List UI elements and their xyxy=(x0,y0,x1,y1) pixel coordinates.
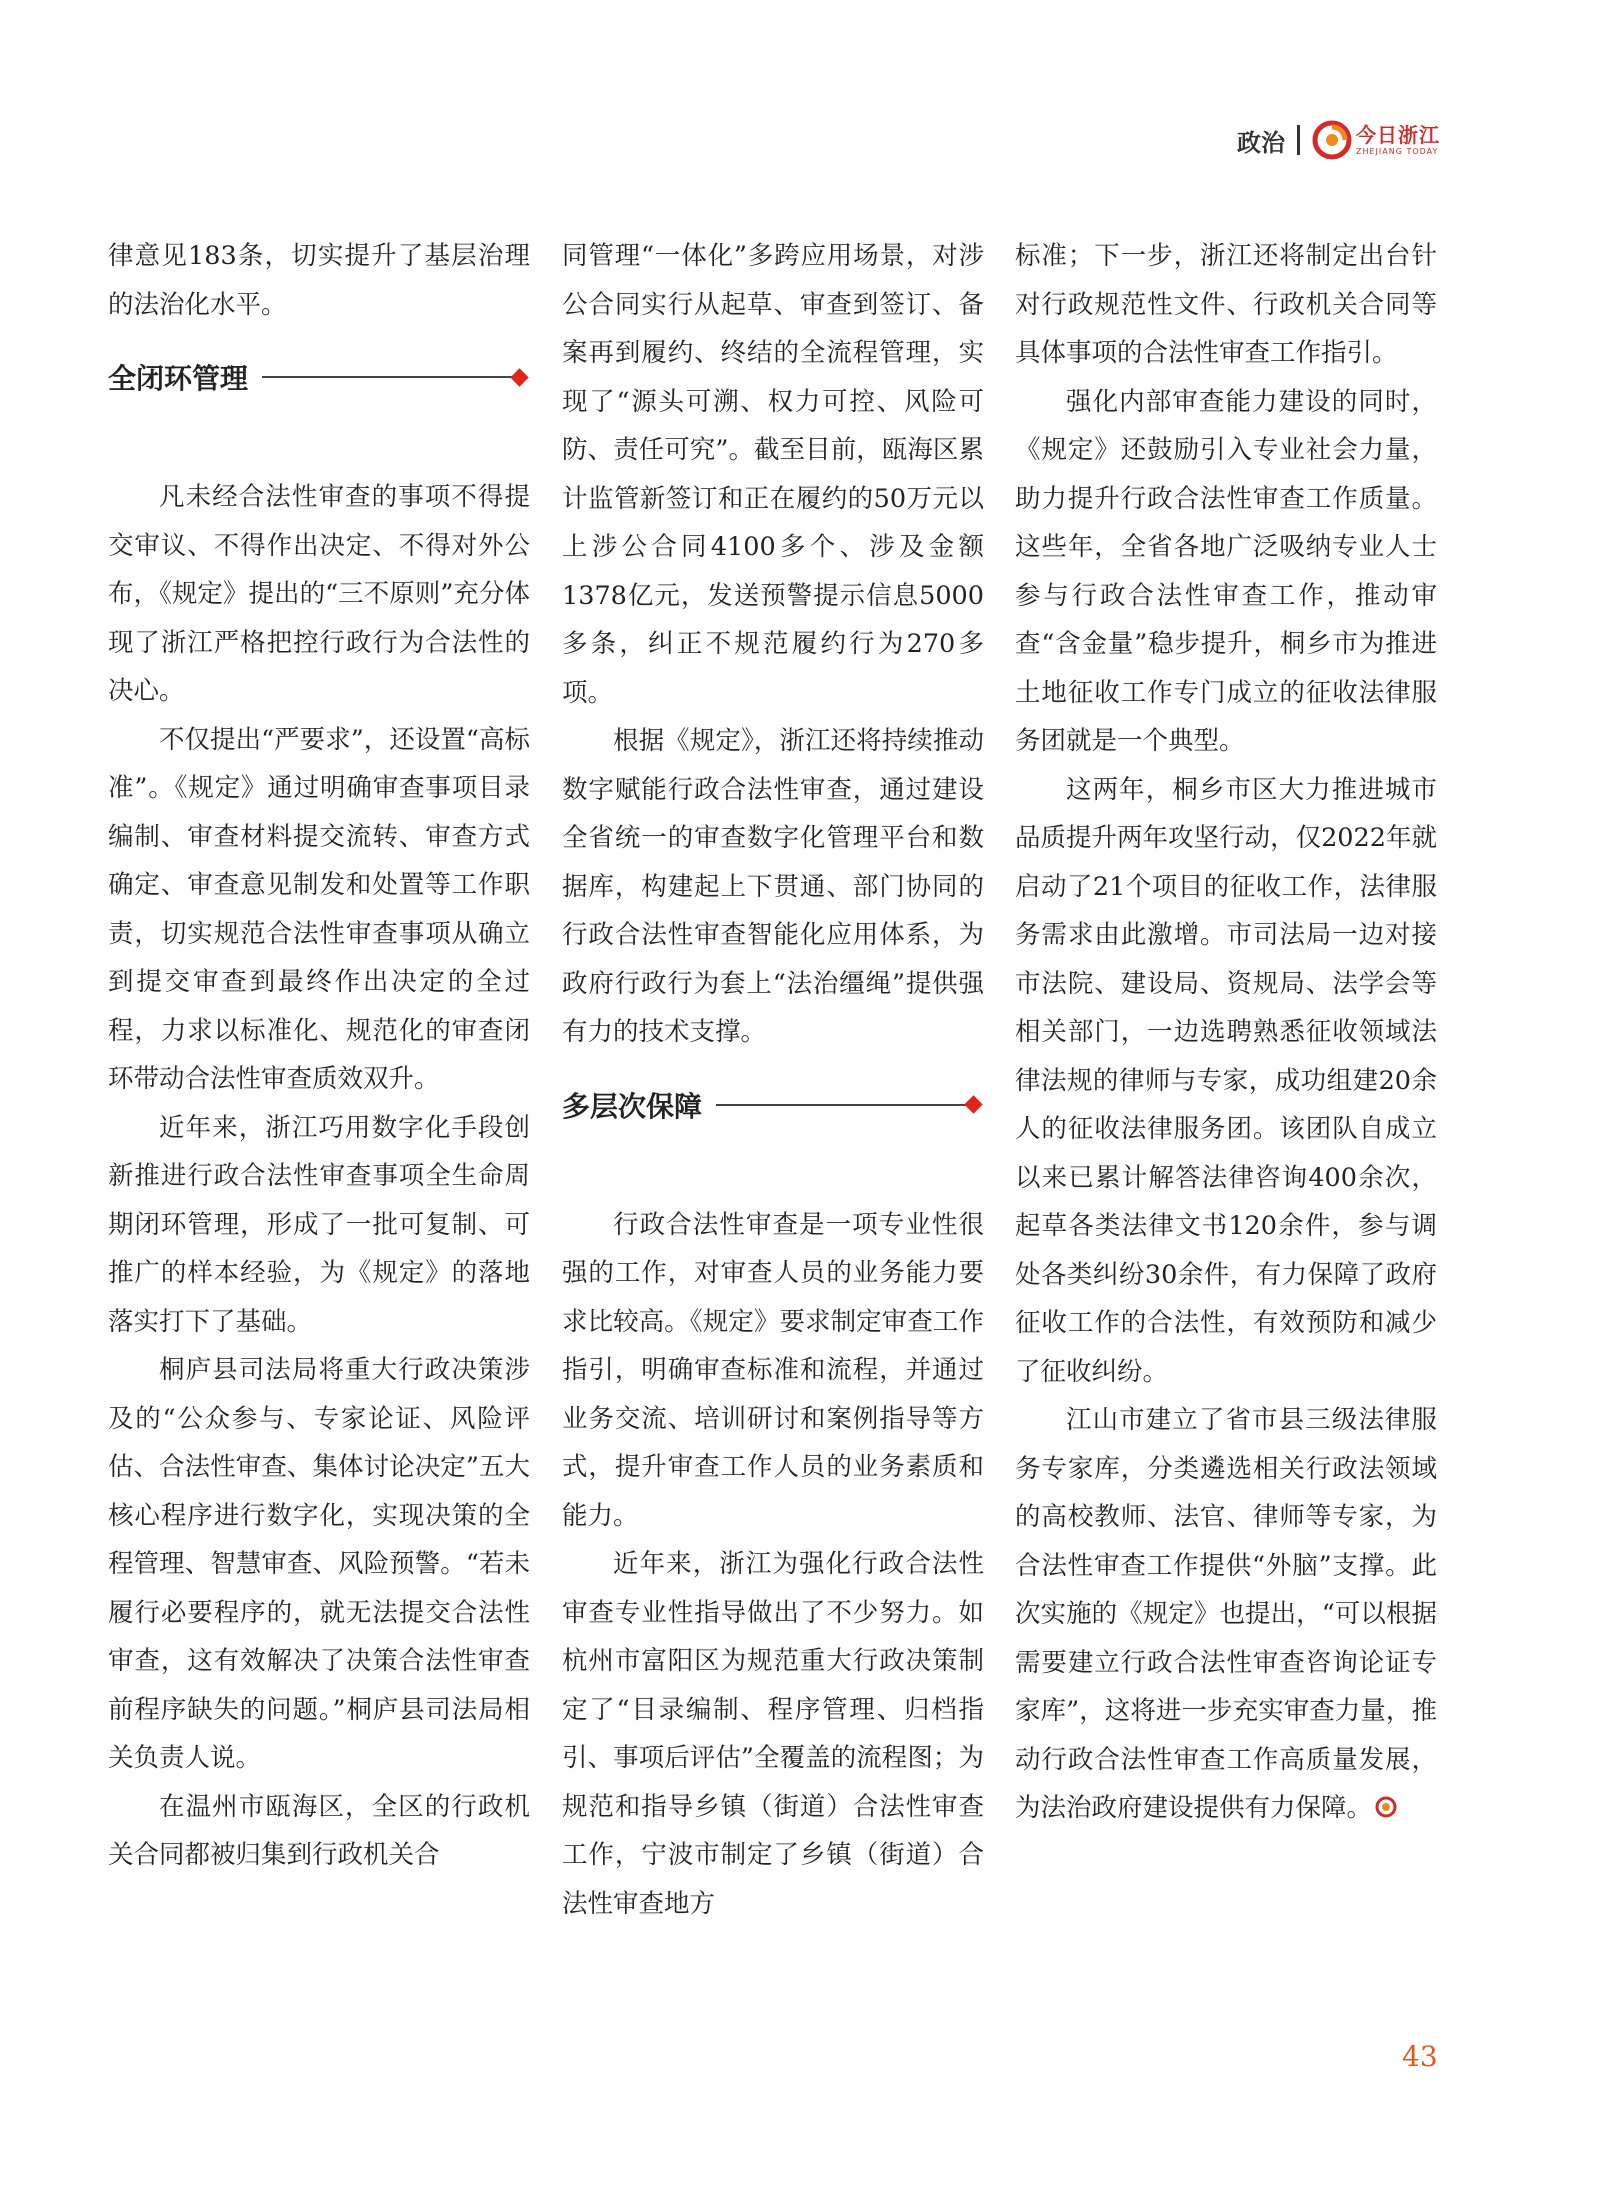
red-diamond-icon xyxy=(510,368,528,386)
paragraph: 这两年，桐乡市区大力推进城市品质提升两年攻坚行动，仅2022年就启动了21个项目的征收工作，法律服务需求由此激增。市司法局一边对接市法院、建设局、资规局、法学会等相关部门，一边选聘熟悉征收领域法律法规的律师与专家，成功组建20余人的征收法律服务团。该团队自成立以来已累计解答法律咨询400余次，起草各类法律文书120余件，参与调处各类纠纷30余件，有力保障了政府征收工作的合法性，有效预防和减少了征收纠纷。 xyxy=(1015,774,1437,1387)
section-subheading xyxy=(108,353,530,401)
magazine-logo xyxy=(1312,120,1440,160)
paragraph: 不仅提出“严要求”，还设置“高标准”。《规定》通过明确审查事项目录编制、审查材料提交流转、审查方式确定、审查意见制发和处置等工作职责，切实规范合法性审查事项从确立到提交审查到最终作出决定的全过程，力求以标准化、规范化的审查闭环带动合法性审查质效双升。 xyxy=(108,724,530,1094)
subheading-title: 全闭环管理 xyxy=(108,362,249,395)
subheading-rule xyxy=(716,1104,969,1106)
page-header xyxy=(1237,118,1440,162)
logo-english-text: ZHEJIANG TODAY xyxy=(1356,146,1439,156)
page-number: 43 xyxy=(1402,2040,1438,2073)
paragraph: 凡未经合法性审查的事项不得提交审议、不得作出决定、不得对外公布，《规定》提出的“三不原则”充分体现了浙江严格把控行政行为合法性的决心。 xyxy=(108,482,530,706)
paragraph: 桐庐县司法局将重大行政决策涉及的“公众参与、专家论证、风险评估、合法性审查、集体讨论决定”五大核心程序进行数字化，实现决策的全程管理、智慧审查、风险预警。“若未履行必要程序的，就无法提交合法性审查，这有效解决了决策合法性审查前程序缺失的问题。”桐庐县司法局相关负责人说。 xyxy=(108,1355,530,1773)
paragraph: 近年来，浙江为强化行政合法性审查专业性指导做出了不少努力。如杭州市富阳区为规范重大行政决策制定了“目录编制、程序管理、归档指引、事项后评估”全覆盖的流程图；为规范和指导乡镇（街道）合法性审查工作，宁波市制定了乡镇（街道）合法性审查地方 xyxy=(562,1549,984,1919)
paragraph: 在温州市瓯海区，全区的行政机关合同都被归集到行政机关合 xyxy=(108,1791,530,1870)
subheading-title: 多层次保障 xyxy=(562,1089,703,1123)
end-mark-icon xyxy=(1374,1795,1398,1819)
article-column-3 xyxy=(1015,232,1437,1833)
logo-chinese-text: 今日浙江 xyxy=(1356,122,1440,147)
logo-swirl-icon xyxy=(1312,120,1352,160)
article-column-1 xyxy=(108,232,530,1880)
red-diamond-icon xyxy=(964,1095,982,1113)
paragraph-text: 江山市建立了省市县三级法律服务专家库，分类遴选相关行政法领域的高校教师、法官、律师等专家，为合法性审查工作提供“外脑”支撑。此次实施的《规定》也提出，“可以根据需要建立行政合法性审查咨询论证专家库”，这将进一步充实审查力量，推动行政合法性审查工作高质量发展，为法治政府建设提供有力保障。 xyxy=(1015,1405,1437,1823)
section-subheading xyxy=(562,1081,984,1129)
paragraph: 根据《规定》，浙江还将持续推动数字赋能行政合法性审查，通过建设全省统一的审查数字化管理平台和数据库，构建起上下贯通、部门协同的行政合法性审查智能化应用体系，为政府行政行为套上“法治缰绳”提供强有力的技术支撑。 xyxy=(562,726,984,1047)
paragraph: 标准；下一步，浙江还将制定出台针对行政规范性文件、行政机关合同等具体事项的合法性审查工作指引。 xyxy=(1015,241,1437,368)
paragraph: 同管理“一体化”多跨应用场景，对涉公合同实行从起草、审查到签订、备案再到履约、终结的全流程管理，实现了“源头可溯、权力可控、风险可防、责任可究”。截至目前，瓯海区累计监管新签订和正在履约的50万元以上涉公合同4100多个、涉及金额1378亿元，发送预警提示信息5000多条，纠正不规范履约行为270多项。 xyxy=(562,241,984,708)
paragraph: 行政合法性审查是一项专业性很强的工作，对审查人员的业务能力要求比较高。《规定》要求制定审查工作指引，明确审查标准和流程，并通过业务交流、培训研讨和案例指导等方式，提升审查工作人员的业务素质和能力。 xyxy=(562,1209,984,1531)
section-label: 政治 xyxy=(1237,128,1285,157)
paragraph: 强化内部审查能力建设的同时，《规定》还鼓励引入专业社会力量，助力提升行政合法性审查工作质量。这些年，全省各地广泛吸纳专业人士参与行政合法性审查工作，推动审查“含金量”稳步提升，桐乡市为推进土地征收工作专门成立的征收法律服务团就是一个典型。 xyxy=(1015,386,1437,756)
subheading-rule xyxy=(262,376,515,378)
article-column-2 xyxy=(562,232,984,1928)
paragraph: 律意见183条，切实提升了基层治理的法治化水平。 xyxy=(108,241,530,320)
paragraph: 近年来，浙江巧用数字化手段创新推进行政合法性审查事项全生命周期闭环管理，形成了一批可复制、可推广的样本经验，为《规定》的落地落实打下了基础。 xyxy=(108,1112,530,1337)
header-divider xyxy=(1297,125,1300,155)
paragraph-final xyxy=(1015,1396,1437,1833)
